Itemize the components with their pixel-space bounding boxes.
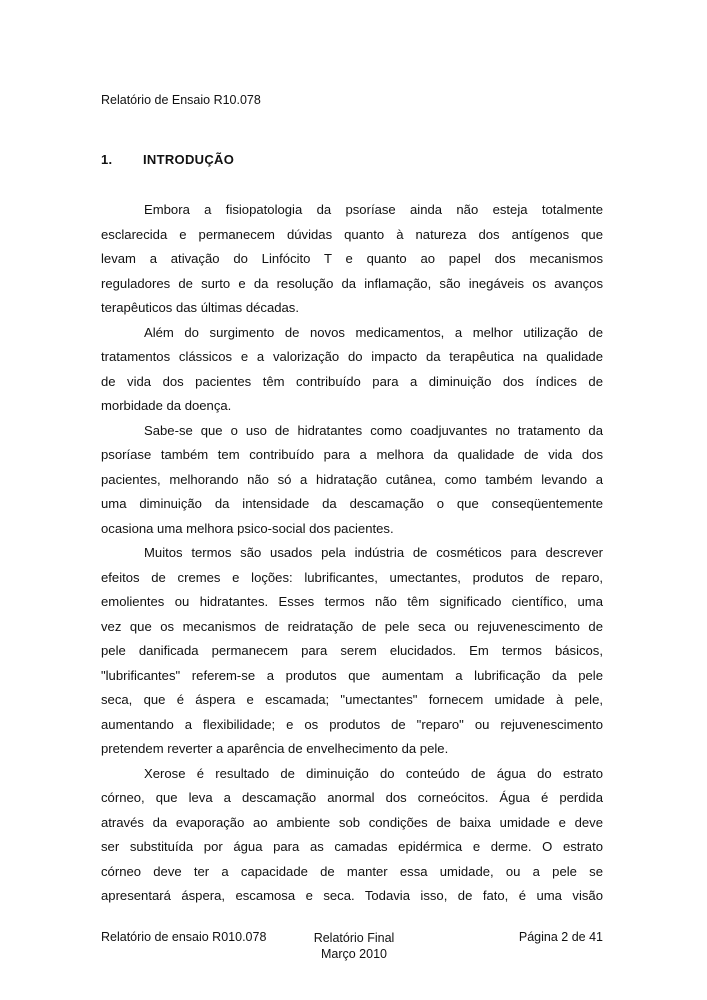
paragraph-line: apresentará áspera, escamosa e seca. Todavia isso, de fato, é uma visão [101, 888, 603, 903]
paragraph-line: morbidade da doença. [101, 398, 232, 413]
paragraph-line: córneo, que leva a descamação anormal dos corneócitos. Água é perdida [101, 790, 603, 805]
paragraph-line: aumentando a flexibilidade; e os produtos de "reparo" ou rejuvenescimento [101, 716, 603, 732]
paragraph-line: de vida dos pacientes têm contribuído para a diminuição dos índices de [101, 373, 603, 389]
paragraph-line: efeitos de cremes e loções: lubrificantes, umectantes, produtos de reparo, [101, 569, 603, 585]
paragraph-line: Sabe-se que o uso de hidratantes como coadjuvantes no tratamento da [144, 422, 603, 438]
paragraph-line: Embora a fisiopatologia da psoríase ainda não esteja totalmente [144, 202, 603, 217]
paragraph-line: vez que os mecanismos de reidratação de pele seca ou rejuvenescimento de [101, 618, 603, 634]
paragraph-line: levam a ativação do Linfócito T e quanto ao papel dos mecanismos [101, 251, 603, 266]
paragraph-line: pele danificada permanecem para serem elucidados. Em termos básicos, [101, 643, 603, 658]
section-number: 1. [101, 152, 113, 167]
paragraph-line: córneo deve ter a capacidade de manter essa umidade, ou a pele se [101, 863, 603, 879]
section-heading [101, 152, 234, 167]
paragraph-line: ocasiona uma melhora psico-social dos pacientes. [101, 520, 394, 536]
footer-report-id: Relatório de ensaio R010.078 [101, 930, 267, 944]
paragraph-line: seca, que é áspera e escamada; "umectantes" fornecem umidade à pele, [101, 692, 603, 707]
paragraph-line: pacientes, melhorando não só a hidratação cutânea, como também levando a [101, 471, 603, 487]
page-header: Relatório de Ensaio R10.078 [101, 93, 261, 107]
paragraph-line: Xerose é resultado de diminuição do conteúdo de água do estrato [144, 765, 603, 781]
footer-report-type [288, 930, 420, 962]
section-title: INTRODUÇÃO [143, 152, 235, 167]
paragraph-line: através da evaporação ao ambiente sob condições de baixa umidade e deve [101, 814, 603, 830]
paragraph-line: pretendem reverter a aparência de envelhecimento da pele. [101, 741, 449, 756]
paragraph-line: "lubrificantes" referem-se a produtos que aumentam a lubrificação da pele [101, 667, 603, 683]
paragraph-line: emolientes ou hidratantes. Esses termos não têm significado científico, uma [101, 594, 603, 609]
paragraph-line: psoríase também tem contribuído para a melhora da qualidade de vida dos [101, 447, 603, 462]
footer-report-title: Relatório Final [313, 931, 395, 945]
paragraph-line: tratamentos clássicos e a valorização do impacto da terapêutica na qualidade [101, 349, 603, 364]
paragraph-line: uma diminuição da intensidade da descamação o que conseqüentemente [101, 496, 603, 511]
footer-report-date: Março 2010 [320, 947, 387, 961]
paragraph-line: terapêuticos das últimas décadas. [101, 300, 299, 315]
paragraph-line: Muitos termos são usados pela indústria de cosméticos para descrever [144, 545, 603, 560]
footer-page-number: Página 2 de 41 [518, 930, 603, 944]
paragraph-line: reguladores de surto e da resolução da inflamação, são inegáveis os avanços [101, 275, 603, 291]
paragraph-line: ser substituída por água para as camadas epidérmica e derme. O estrato [101, 839, 603, 854]
body-text [101, 198, 603, 909]
paragraph-line: Além do surgimento de novos medicamentos, a melhor utilização de [144, 324, 603, 340]
paragraph-line: esclarecida e permanecem dúvidas quanto à natureza dos antígenos que [101, 226, 603, 242]
